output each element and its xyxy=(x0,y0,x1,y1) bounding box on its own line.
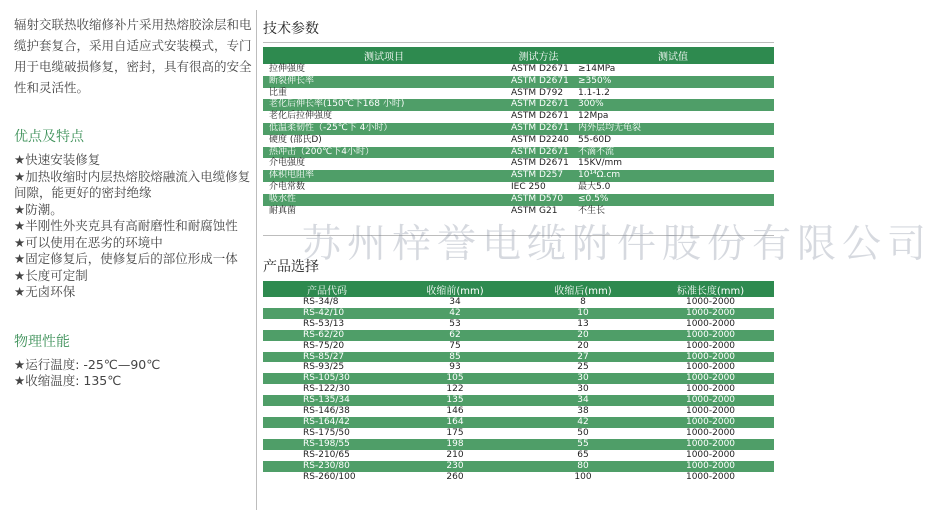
column-divider xyxy=(256,10,257,510)
feature-item: ★长度可定制 xyxy=(14,267,88,283)
table-cell: 1000-2000 xyxy=(647,472,774,483)
table-row xyxy=(263,111,774,123)
table-cell: ASTM D2671 xyxy=(505,111,572,123)
table-cell: 260 xyxy=(391,472,519,483)
table-cell: 198 xyxy=(391,439,519,450)
table-cell: ≤0.5% xyxy=(572,194,774,206)
table-cell: 吸水性 xyxy=(263,194,505,206)
table-cell: 低温柔韧性（-25℃下 4小时） xyxy=(263,123,505,135)
products-header-after: 收缩后(mm) xyxy=(519,281,647,297)
table-row xyxy=(263,88,774,100)
table-cell: RS-146/38 xyxy=(263,406,391,417)
table-cell: 62 xyxy=(391,330,519,341)
table-cell: 27 xyxy=(519,352,647,363)
table-cell: 1000-2000 xyxy=(647,297,774,308)
table-cell: 1000-2000 xyxy=(647,395,774,406)
table-cell: RS-260/100 xyxy=(263,472,391,483)
table-cell: 50 xyxy=(519,428,647,439)
table-row xyxy=(263,362,774,373)
table-row xyxy=(263,417,774,428)
table-cell: ASTM D570 xyxy=(505,194,572,206)
table-row xyxy=(263,439,774,450)
table-cell: 34 xyxy=(391,297,519,308)
feature-item: ★快速安装修复 xyxy=(14,152,101,167)
table-cell: 1000-2000 xyxy=(647,373,774,384)
table-row xyxy=(263,384,774,395)
table-cell: 30 xyxy=(519,373,647,384)
feature-item: ★加热收缩时内层热熔胶熔融流入电缆修复间隙，能更好的密封绝缘 xyxy=(14,168,251,200)
table-row xyxy=(263,461,774,472)
products-header-code: 产品代码 xyxy=(263,281,391,297)
table-cell: 1000-2000 xyxy=(647,450,774,461)
feature-item: ★防潮。 xyxy=(14,201,63,217)
table-cell: 55-60D xyxy=(572,135,774,147)
table-cell: 拉伸强度 xyxy=(263,64,505,76)
table-cell: RS-42/10 xyxy=(263,308,391,319)
tech-header-method: 测试方法 xyxy=(505,47,572,64)
table-cell: ASTM D2671 xyxy=(505,76,572,88)
table-cell: RS-198/55 xyxy=(263,439,391,450)
table-cell: 80 xyxy=(519,461,647,472)
table-cell: 30 xyxy=(519,384,647,395)
features-title: 优点及特点 xyxy=(14,129,84,145)
table-cell: ≥14MPa xyxy=(572,64,774,76)
table-cell: 13 xyxy=(519,319,647,330)
table-cell: 内外层均无龟裂 xyxy=(572,123,774,135)
table-row xyxy=(263,308,774,319)
table-cell: 硬度 (邵氏D) xyxy=(263,135,505,147)
table-row xyxy=(263,297,774,308)
tech-header-value: 测试值 xyxy=(572,47,774,64)
table-cell: RS-75/20 xyxy=(263,341,391,352)
table-cell: RS-164/42 xyxy=(263,417,391,428)
physical-title: 物理性能 xyxy=(14,333,70,350)
table-cell: 53 xyxy=(391,319,519,330)
table-cell: 1.1-1.2 xyxy=(572,88,774,100)
table-cell: 8 xyxy=(519,297,647,308)
intro-text: 辐射交联热收缩修补片采用热熔胶涂层和电缆护套复合，采用自适应式安装模式，专门用于电缆破损修复，密封，具有很高的安全性和灵活性。 xyxy=(14,17,252,95)
table-cell: ASTM D257 xyxy=(505,170,572,182)
feature-item: ★无卤环保 xyxy=(14,284,76,299)
table-cell: 介电强度 xyxy=(263,158,505,170)
table-cell: 比重 xyxy=(263,88,505,100)
physical-list xyxy=(14,357,259,390)
table-cell: 15KV/mm xyxy=(572,158,774,170)
table-cell: 1000-2000 xyxy=(647,362,774,373)
table-cell: ASTM D2240 xyxy=(505,135,572,147)
tech-title-rule xyxy=(263,42,774,43)
table-cell: 65 xyxy=(519,450,647,461)
table-cell: 1000-2000 xyxy=(647,319,774,330)
table-cell: 不滴不流 xyxy=(572,147,774,159)
table-cell: 耐真菌 xyxy=(263,206,505,218)
table-cell: 10¹⁴Ω.cm xyxy=(572,170,774,182)
table-row xyxy=(263,319,774,330)
table-row xyxy=(263,147,774,159)
table-row xyxy=(263,123,774,135)
table-row xyxy=(263,373,774,384)
table-cell: 老化后拉伸强度 xyxy=(263,111,505,123)
products-header-before: 收缩前(mm) xyxy=(391,281,519,297)
table-cell: RS-62/20 xyxy=(263,330,391,341)
table-row xyxy=(263,64,774,76)
table-cell: 20 xyxy=(519,341,647,352)
table-cell: ASTM D2671 xyxy=(505,147,572,159)
table-row xyxy=(263,158,774,170)
table-row xyxy=(263,352,774,363)
tech-section xyxy=(263,20,774,236)
table-cell: 164 xyxy=(391,417,519,428)
table-cell: 介电常数 xyxy=(263,182,505,194)
table-cell: 135 xyxy=(391,395,519,406)
table-row xyxy=(263,135,774,147)
table-cell: 100 xyxy=(519,472,647,483)
tech-title: 技术参数 xyxy=(263,21,319,37)
products-header-length: 标准长度(mm) xyxy=(647,281,774,297)
products-title: 产品选择 xyxy=(263,259,319,275)
table-cell: 1000-2000 xyxy=(647,439,774,450)
table-row xyxy=(263,341,774,352)
table-cell: RS-85/27 xyxy=(263,352,391,363)
table-cell: 1000-2000 xyxy=(647,341,774,352)
table-row xyxy=(263,406,774,417)
table-cell: ASTM D2671 xyxy=(505,123,572,135)
table-row xyxy=(263,170,774,182)
table-cell: 85 xyxy=(391,352,519,363)
features-list xyxy=(14,152,259,301)
table-cell: 1000-2000 xyxy=(647,384,774,395)
company-watermark: 苏州梓誉电缆附件股份有限公司 xyxy=(302,222,932,267)
table-cell: RS-210/65 xyxy=(263,450,391,461)
table-cell: 42 xyxy=(519,417,647,428)
table-cell: 1000-2000 xyxy=(647,406,774,417)
table-cell: 55 xyxy=(519,439,647,450)
table-cell: 老化后伸长率(150℃下168 小时) xyxy=(263,99,505,111)
physical-item: ★收缩温度: 135℃ xyxy=(14,373,122,388)
table-cell: 体积电阻率 xyxy=(263,170,505,182)
table-cell: RS-175/50 xyxy=(263,428,391,439)
table-cell: 146 xyxy=(391,406,519,417)
table-cell: RS-135/34 xyxy=(263,395,391,406)
table-row xyxy=(263,428,774,439)
table-cell: 300% xyxy=(572,99,774,111)
table-row xyxy=(263,194,774,206)
table-cell: 105 xyxy=(391,373,519,384)
feature-item: ★固定修复后，使修复后的部位形成一体 xyxy=(14,251,238,266)
table-cell: 175 xyxy=(391,428,519,439)
table-cell: ASTM D2671 xyxy=(505,158,572,170)
tech-header-item: 测试项目 xyxy=(263,47,505,64)
table-cell: 210 xyxy=(391,450,519,461)
table-row xyxy=(263,450,774,461)
table-cell: 20 xyxy=(519,330,647,341)
table-cell: 42 xyxy=(391,308,519,319)
products-section xyxy=(263,258,774,482)
table-cell: IEC 250 xyxy=(505,182,572,194)
tech-table-body xyxy=(263,64,774,217)
table-cell: 1000-2000 xyxy=(647,352,774,363)
table-cell: RS-122/30 xyxy=(263,384,391,395)
table-row xyxy=(263,330,774,341)
table-row xyxy=(263,182,774,194)
table-cell: RS-105/30 xyxy=(263,373,391,384)
feature-item: ★可以使用在恶劣的环境中 xyxy=(14,234,163,250)
table-cell: 230 xyxy=(391,461,519,472)
table-cell: RS-93/25 xyxy=(263,362,391,373)
table-cell: 热冲击（200℃下4小时） xyxy=(263,147,505,159)
physical-item: ★运行温度: -25℃—90℃ xyxy=(14,356,161,372)
table-cell: ASTM D792 xyxy=(505,88,572,100)
table-cell: RS-34/8 xyxy=(263,297,391,308)
products-table-body xyxy=(263,297,774,482)
table-cell: ≥350% xyxy=(572,76,774,88)
table-cell: ASTM G21 xyxy=(505,206,572,218)
table-cell: 122 xyxy=(391,384,519,395)
table-cell: 38 xyxy=(519,406,647,417)
table-cell: 1000-2000 xyxy=(647,417,774,428)
feature-item: ★半刚性外夹克具有高耐磨性和耐腐蚀性 xyxy=(14,218,238,233)
table-cell: 最大5.0 xyxy=(572,182,774,194)
table-cell: 1000-2000 xyxy=(647,428,774,439)
table-row xyxy=(263,395,774,406)
table-cell: 34 xyxy=(519,395,647,406)
products-table xyxy=(263,281,774,482)
table-cell: 断裂伸长率 xyxy=(263,76,505,88)
table-row xyxy=(263,472,774,483)
table-cell: 10 xyxy=(519,308,647,319)
table-cell: 75 xyxy=(391,341,519,352)
table-cell: RS-53/13 xyxy=(263,319,391,330)
table-cell: 1000-2000 xyxy=(647,308,774,319)
table-cell: ASTM D2671 xyxy=(505,64,572,76)
table-row xyxy=(263,99,774,111)
left-column xyxy=(14,14,259,390)
table-cell: 25 xyxy=(519,362,647,373)
table-cell: RS-230/80 xyxy=(263,461,391,472)
table-cell: 12Mpa xyxy=(572,111,774,123)
table-cell: 93 xyxy=(391,362,519,373)
tech-table xyxy=(263,47,774,217)
table-row xyxy=(263,76,774,88)
table-cell: 1000-2000 xyxy=(647,330,774,341)
table-cell: 不生长 xyxy=(572,206,774,218)
table-cell: ASTM D2671 xyxy=(505,99,572,111)
table-cell: 1000-2000 xyxy=(647,461,774,472)
